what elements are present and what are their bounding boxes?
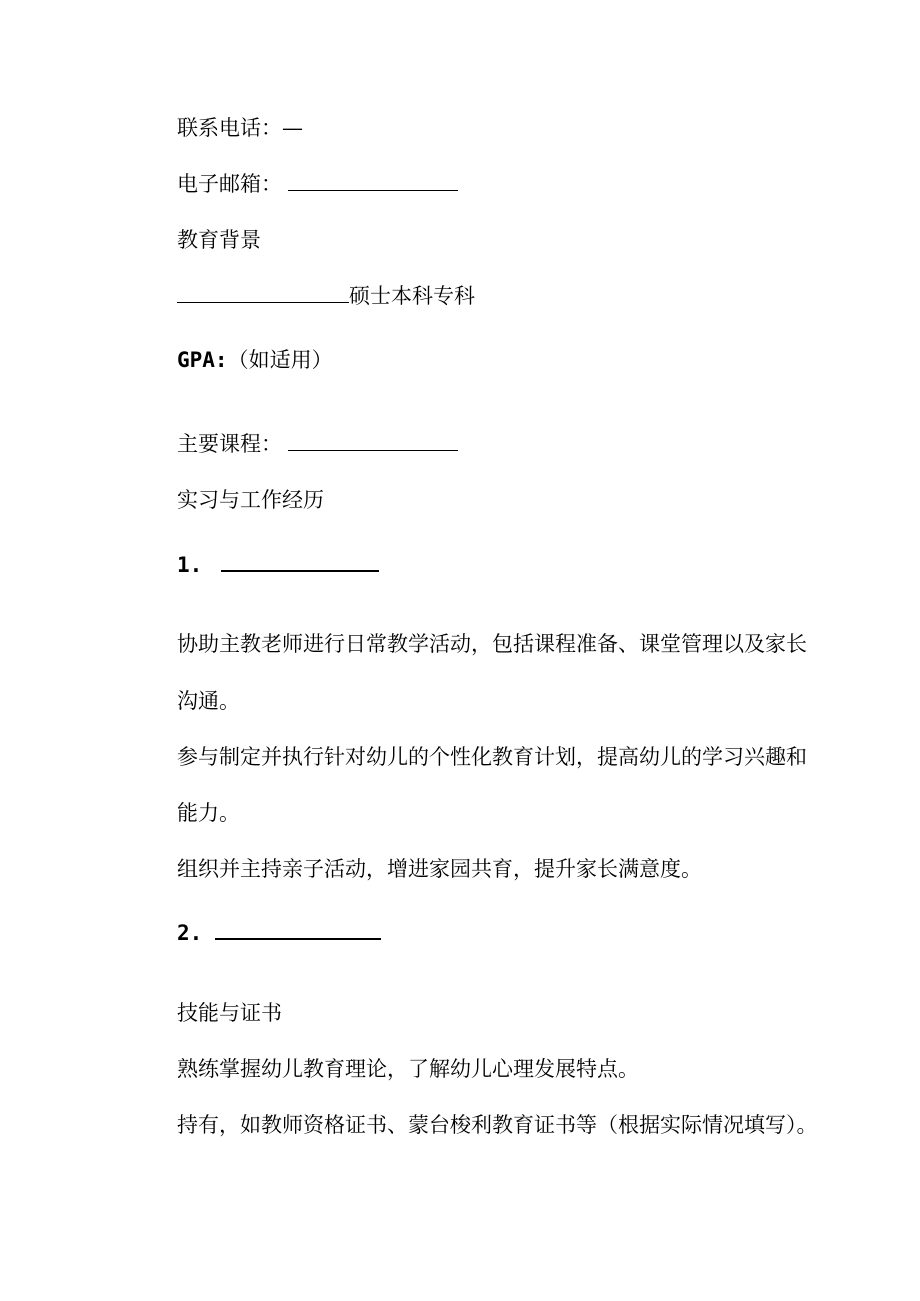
gpa-note: （如适用） xyxy=(227,348,333,372)
skills-heading: 技能与证书 xyxy=(177,1001,282,1025)
skills-line-2: 持有，如教师资格证书、蒙台梭利教育证书等（根据实际情况填写）。 xyxy=(177,1113,818,1137)
courses-label: 主要课程： xyxy=(177,432,282,456)
gpa-row xyxy=(177,348,333,372)
gpa-label: GPA: xyxy=(177,348,228,372)
phone-label: 联系电话： xyxy=(177,116,282,140)
email-row xyxy=(177,172,458,196)
experience-item-2-title xyxy=(177,920,381,945)
experience-item-1-title xyxy=(177,552,379,577)
degree-row xyxy=(177,284,475,308)
item-1-number: 1. xyxy=(177,553,203,577)
degree-options: 硕士本科专科 xyxy=(349,284,475,308)
skills-line-1: 熟练掌握幼儿教育理论，了解幼儿心理发展特点。 xyxy=(177,1057,639,1081)
item-2-blank[interactable] xyxy=(215,920,381,940)
item-1-line-4: 能力。 xyxy=(177,801,240,825)
item-1-line-1: 协助主教老师进行日常教学活动，包括课程准备、课堂管理以及家长 xyxy=(177,632,807,656)
item-1-line-2: 沟通。 xyxy=(177,689,240,713)
school-blank[interactable] xyxy=(177,284,349,303)
email-label: 电子邮箱： xyxy=(177,172,282,196)
item-1-blank[interactable] xyxy=(221,552,379,572)
item-1-line-5: 组织并主持亲子活动，增进家园共育，提升家长满意度。 xyxy=(177,857,702,881)
experience-heading: 实习与工作经历 xyxy=(177,488,324,512)
item-2-number: 2. xyxy=(177,921,203,945)
phone-row xyxy=(177,116,303,140)
education-heading: 教育背景 xyxy=(177,228,261,252)
email-blank[interactable] xyxy=(288,172,458,191)
phone-value: — xyxy=(282,116,303,140)
item-1-line-3: 参与制定并执行针对幼儿的个性化教育计划，提高幼儿的学习兴趣和 xyxy=(177,745,807,769)
courses-row xyxy=(177,432,458,456)
courses-blank[interactable] xyxy=(288,432,458,451)
